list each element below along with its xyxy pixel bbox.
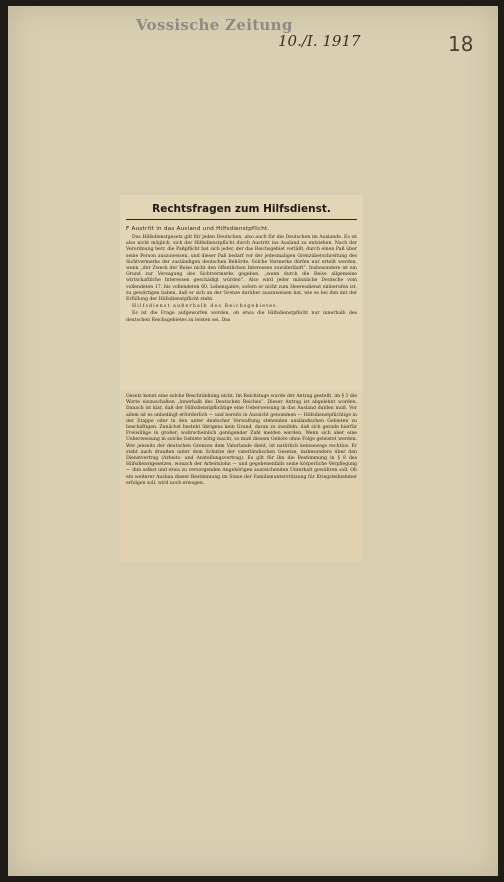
clipping-bottom xyxy=(120,390,363,562)
clipping-top xyxy=(120,195,363,395)
title-rule xyxy=(126,219,357,220)
paragraph: Gesetz kennt eine solche Beschränkung nicht. Im Reichstage wurde der Antrag gestellt, im § 3 die Worte einzuschalten „innerhalb des Deutschen Reiches“. Dieser Antrag ist abgelehnt worden. Danach ist klar, daß der Hilfsdienstpflichtige eine Ueberweisung in das Ausland dulden muß. Vor allem ist es unbedingt erforderlich — und bereits in Aussicht genommen — Hilfsdienstpflichtige in der Etappe oder in den unter deutscher Verwaltung stehenden ausländischen Gebieten zu beschäftigen. Zunächst besteht übrigens kein Grund, daran zu zweifeln, daß sich gerade hierfür Freiwillige in großer, wahrscheinlich genügender Zahl melden werden. Wenn sich aber eine Ueberweisung in solche Gebiete nötig macht, so muß diesem Gebote ohne Folge geleistet werden. Wer jenseits der deutschen Grenzen dem Vaterlande dient, ist natürlich keineswegs rechtlos. Er steht auch draußen unter dem Schutze der vaterländischen Gesetze, insbesondere über den Dienstvertrag (Arbeits- und Anstellungsvertrag). Es gilt für ihn die Bestimmung in § 8 des Hilfsdienstgesetzes, wonach der Arbeitslohn — und gegebenenfalls seine körperliche Verpflegung — ihm selbst und etwa zu versorgenden Angehörigen ausreichenden Unterhalt gewähren soll. Ob ein weiterer Ausbau dieser Bestimmung im Sinne der Familienunterstützung für Kriegsteilnehmer erfolgen soll, wird noch erwogen. xyxy=(126,394,357,486)
article-subtitle: F Austritt in das Ausland und Hilfsdienstpflicht. xyxy=(126,226,270,232)
article-body-top xyxy=(126,235,357,324)
folio-number: 18 xyxy=(448,32,474,56)
handwritten-date: 10./I. 1917 xyxy=(278,32,361,50)
article-title: Rechtsfragen zum Hilfsdienst. xyxy=(152,203,331,215)
paragraph: Es ist die Frage aufgeworfen worden, ob etwa die Hilfsdienstpflicht nur innerhalb des deutschen Reichsgebietes zu leisten sei. Das xyxy=(126,311,357,323)
article-body-bottom xyxy=(126,394,357,487)
section-heading: Hilfsdienst außerhalb des Reichsgebietes. xyxy=(132,304,280,310)
newspaper-stamp: Vossische Zeitung xyxy=(136,16,293,34)
archive-sheet xyxy=(8,6,498,876)
paragraph: Das Hilfsdienstgesetz gilt für jeden Deutschen, also auch für die Deutschen im Auslande. Es ist also nicht möglich, sich der Hilfsdienstpflicht durch Austritt ins Ausland zu entziehen. Nach der Verordnung betr. die Paßpflicht hat sich jeder, der das Reichsgebiet verläßt, durch einen Paß über seine Person auszuweisen, und dieser Paß bedarf vor der jedesmaligen Grenzüberschreitung des Sichtvermerks der zuständigen deutschen Behörde. Solche Vermerke dürfen nur erteilt werden, wenn „der Zweck der Reise nicht den öffentlichen Interessen zuwiderläuft“. Insbesondere ist ein Grund zur Versagung des Sichtvermerks gegeben, „wenn durch die Reise allgemeine wirtschaftliche Interessen geschädigt würden“. Also wird jeder männliche Deutsche vom vollendeten 17. bis vollendeten 60. Lebensjahre, sofern er nicht zum Heeresdienst einberufen ist, zu gewärtigen haben, daß er sich an der Grenze darüber auszuweisen hat, wie es bei ihm mit der Erfüllung der Hilfsdienstpflicht steht. xyxy=(126,235,357,303)
